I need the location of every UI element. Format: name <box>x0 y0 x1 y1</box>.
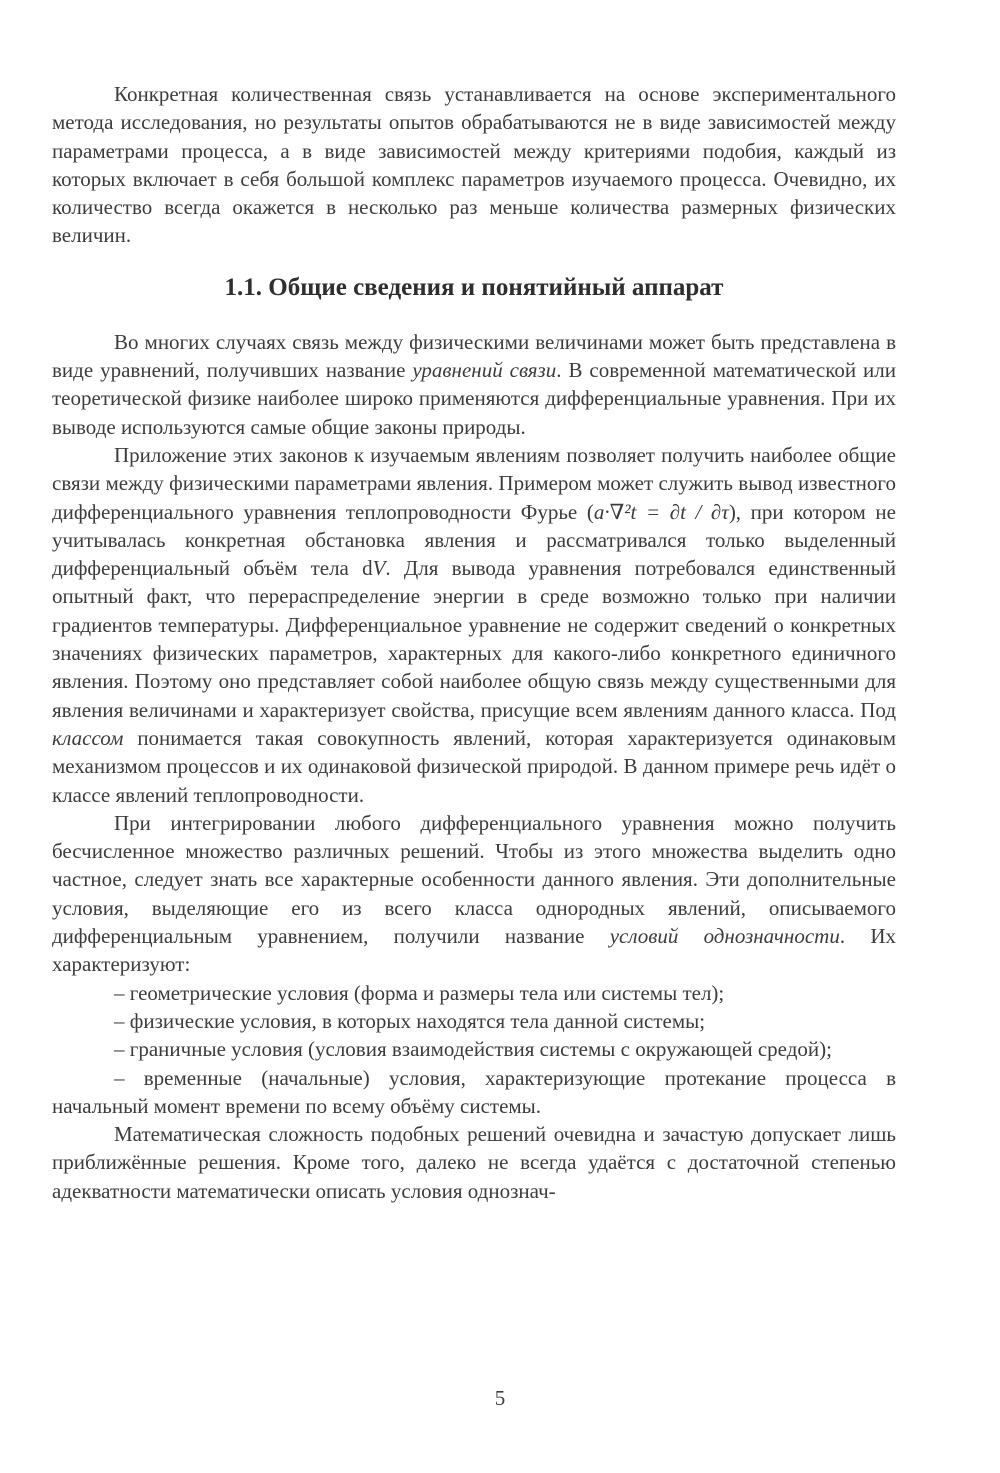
volume-symbol: V <box>372 556 386 581</box>
paragraph-fourier-equation <box>52 441 896 809</box>
condition-geometric: – геометрические условия (форма и размеры тела или системы тел); <box>114 980 725 1005</box>
p3-text-before: При интегрировании любого дифференциального уравнения можно получить бесчисленное множество различных решений. Чтобы из этого множества выделить одно частное, следует знать все характерные особенности данного явления. Эти дополнительные условия, выделяющие его из всего класса однородных явлений, описываемого дифференциальным уравнением, получили название <box>52 810 896 949</box>
p2-text-after-term: понимается такая совокупность явлений, которая характеризуется одинаковым механизмом процессов и их одинаковой физической природой. В данном примере речь идёт о классе явлений теплопроводности. <box>52 725 896 807</box>
paragraph-equations-of-connection <box>52 328 896 441</box>
term-equations-of-connection: уравнений связи <box>412 358 557 383</box>
p3-text-after: . Их характеризуют: <box>52 924 896 977</box>
section-heading: 1.1. Общие сведения и понятийный аппарат <box>224 273 724 301</box>
p1-text-after: . В современной математической или теоретической физике наиболее широко применяются дифференциальные уравнения. При их выводе используются самые общие законы природы. <box>52 358 896 439</box>
p2-text-after-volume: . Для вывода уравнения потребовался единственный опытный факт, что перераспределение энергии в среде возможно только при наличии градиентов температуры. Дифференциальное уравнение не содержит сведений о конкретных значениях физических параметров, характерных для какого-либо конкретного единичного явления. Поэтому оно представляет собой наиболее общую связь между существенными для явления величинами и характеризует свойства, присущие всем явлениям данного класса. Под <box>52 556 896 722</box>
condition-boundary: – граничные условия (условия взаимодействия системы с окружающей средой); <box>114 1037 832 1062</box>
term-uniqueness-conditions: условий однозначности <box>609 924 840 949</box>
fourier-formula: a·∇²t = ∂t / ∂τ <box>593 499 729 524</box>
p2-text-before-formula: Приложение этих законов к изучаемым явлениям позволяет получить наиболее общие связи между физическими параметрами явления. Примером может служить вывод известного дифференциального уравнения теплопроводности Фурье ( <box>52 442 896 524</box>
condition-physical: – физические условия, в которых находятся тела данной системы; <box>114 1008 706 1033</box>
p2-text-after-formula: ), при котором не учитывалась конкретная обстановка явления и рассматривался только выделенный дифференциальный объём тела d <box>52 499 896 581</box>
page-content <box>52 80 896 1205</box>
paragraph-uniqueness-conditions <box>52 809 896 979</box>
intro-paragraph: Конкретная количественная связь устанавливается на основе экспериментального метода исследования, но результаты опытов обрабатываются не в виде зависимостей между параметрами процесса, а в виде зависимостей между критериями подобия, каждый из которых включает в себя большой комплекс параметров изучаемого процесса. Очевидно, их количество всегда окажется в несколько раз меньше количества размерных физических величин. <box>52 82 896 248</box>
condition-temporal: – временные (начальные) условия, характеризующие протекание процесса в начальный момент времени по всему объёму системы. <box>52 1065 896 1118</box>
paragraph-mathematical-complexity: Математическая сложность подобных решений очевидна и зачастую допускает лишь приближённые решения. Кроме того, далеко не всегда удаётся с достаточной степенью адекватности математически описать условия однознач- <box>52 1122 896 1203</box>
term-class: классом <box>52 725 124 750</box>
conditions-list <box>52 979 896 1120</box>
p1-text-before: Во многих случаях связь между физическими величинами может быть представлена в виде уравнений, получивших название <box>52 329 896 383</box>
page-number: 5 <box>494 1386 506 1410</box>
